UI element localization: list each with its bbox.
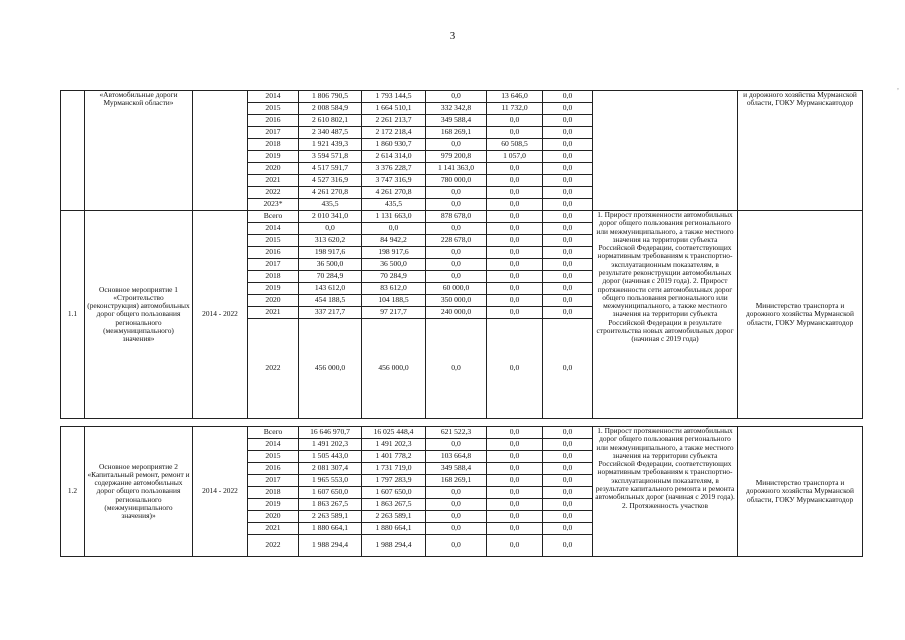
regional-budget-cell: 1 988 294,4 [362,535,426,557]
other-sources-cell: 0,0 [543,139,593,151]
year-cell: 2020 [248,163,299,175]
total-cell: 36 500,0 [299,259,362,271]
total-cell: 1 806 790,5 [299,91,362,103]
year-cell: 2022 [248,535,299,557]
regional-budget-cell: 97 217,7 [362,307,426,319]
year-cell: 2014 [248,91,299,103]
regional-budget-cell: 2 172 218,4 [362,127,426,139]
year-cell: 2015 [248,235,299,247]
federal-budget-cell: 0,0 [426,439,487,451]
federal-budget-cell: 228 678,0 [426,235,487,247]
regional-budget-cell: 3 747 316,9 [362,175,426,187]
local-budget-cell: 0,0 [487,535,543,557]
result-indicator-cell: 1. Прирост протяженности автомобильных дорог общего пользования регионального или межмуниципального, а также местного значения на территории субъекта Российской Федерации, соответствующих нормативным требованиям к транспортно-эксплуатационным показателям, в результате реконструкции автомобильных дорог (начиная с 2019 года). 2. Прирост протяженности сети автомобильных дорог общего пользования регионального или межмуниципального, а также местного значения на территории субъекта Российской Федерации в результате строительства новых автомобильных дорог (начиная с 2019 года) [593,211,738,419]
other-sources-cell: 0,0 [543,127,593,139]
federal-budget-cell: 0,0 [426,535,487,557]
year-cell: 2017 [248,475,299,487]
local-budget-cell: 0,0 [487,487,543,499]
local-budget-cell: 0,0 [487,463,543,475]
federal-budget-cell: 780 000,0 [426,175,487,187]
executor-cell: и дорожного хозяйства Мурманской области, ГОКУ Мурманскавтодор [738,91,863,211]
section-spacer [61,419,863,427]
federal-budget-cell: 0,0 [426,487,487,499]
year-cell: 2015 [248,451,299,463]
year-cell: 2017 [248,127,299,139]
year-cell: 2014 [248,223,299,235]
federal-budget-cell: 350 000,0 [426,295,487,307]
local-budget-cell: 0,0 [487,523,543,535]
total-cell: 1 880 664,1 [299,523,362,535]
table-row [61,91,863,103]
total-cell: 16 646 970,7 [299,427,362,439]
federal-budget-cell: 0,0 [426,499,487,511]
other-sources-cell: 0,0 [543,319,593,419]
year-cell: 2014 [248,439,299,451]
regional-budget-cell: 16 025 448,4 [362,427,426,439]
regional-budget-cell: 70 284,9 [362,271,426,283]
period-cell [193,91,248,211]
other-sources-cell: 0,0 [543,151,593,163]
total-cell: 1 965 553,0 [299,475,362,487]
budget-table [60,90,863,557]
year-cell: 2023* [248,199,299,211]
other-sources-cell: 0,0 [543,487,593,499]
year-cell: 2018 [248,271,299,283]
other-sources-cell: 0,0 [543,91,593,103]
regional-budget-cell: 1 401 778,2 [362,451,426,463]
period-cell: 2014 - 2022 [193,211,248,419]
year-cell: 2019 [248,499,299,511]
regional-budget-cell: 1 607 650,0 [362,487,426,499]
local-budget-cell: 0,0 [487,427,543,439]
total-cell: 4 527 316,9 [299,175,362,187]
federal-budget-cell: 0,0 [426,259,487,271]
regional-budget-cell: 1 664 510,1 [362,103,426,115]
row-index-cell: 1.2 [61,427,85,557]
total-cell: 1 863 267,5 [299,499,362,511]
local-budget-cell: 11 732,0 [487,103,543,115]
other-sources-cell: 0,0 [543,307,593,319]
local-budget-cell: 0,0 [487,163,543,175]
regional-budget-cell: 3 376 228,7 [362,163,426,175]
table-row [61,211,863,223]
other-sources-cell: 0,0 [543,427,593,439]
federal-budget-cell: 878 678,0 [426,211,487,223]
total-cell: 4 261 270,8 [299,187,362,199]
result-indicator-cell [593,91,738,211]
federal-budget-cell: 240 000,0 [426,307,487,319]
year-cell: 2022 [248,187,299,199]
other-sources-cell: 0,0 [543,451,593,463]
local-budget-cell: 0,0 [487,247,543,259]
total-cell: 2 340 487,5 [299,127,362,139]
row-index-cell [61,91,85,211]
federal-budget-cell: 0,0 [426,511,487,523]
total-cell: 3 594 571,8 [299,151,362,163]
spacer-cell [61,419,863,427]
federal-budget-cell: 621 522,3 [426,427,487,439]
total-cell: 2 008 584,9 [299,103,362,115]
local-budget-cell: 0,0 [487,511,543,523]
measure-name-cell: «Автомобильные дороги Мурманской области» [85,91,193,211]
total-cell: 1 491 202,3 [299,439,362,451]
local-budget-cell: 0,0 [487,187,543,199]
regional-budget-cell: 0,0 [362,223,426,235]
year-cell: 2016 [248,463,299,475]
measure-name-cell: Основное мероприятие 1 «Строительство (реконструкция) автомобильных дорог общего пользования регионального (межмуниципального) значения» [85,211,193,419]
federal-budget-cell: 168 269,1 [426,475,487,487]
total-cell: 1 988 294,4 [299,535,362,557]
local-budget-cell: 0,0 [487,271,543,283]
federal-budget-cell: 60 000,0 [426,283,487,295]
regional-budget-cell: 4 261 270,8 [362,187,426,199]
regional-budget-cell: 456 000,0 [362,319,426,419]
year-cell: 2022 [248,319,299,419]
total-cell: 2 610 802,1 [299,115,362,127]
local-budget-cell: 0,0 [487,439,543,451]
executor-cell: Министерство транспорта и дорожного хозяйства Мурманской области, ГОКУ Мурманскавтодор [738,427,863,557]
total-cell: 0,0 [299,223,362,235]
regional-budget-cell: 83 612,0 [362,283,426,295]
year-cell: Всего [248,427,299,439]
regional-budget-cell: 1 863 267,5 [362,499,426,511]
other-sources-cell: 0,0 [543,535,593,557]
local-budget-cell: 0,0 [487,223,543,235]
regional-budget-cell: 1 731 719,0 [362,463,426,475]
regional-budget-cell: 198 917,6 [362,247,426,259]
year-cell: 2017 [248,259,299,271]
year-cell: 2018 [248,487,299,499]
other-sources-cell: 0,0 [543,199,593,211]
other-sources-cell: 0,0 [543,439,593,451]
result-indicator-cell: 1. Прирост протяженности автомобильных дорог общего пользования регионального или межмуниципального, а также местного значения на территории субъекта Российской Федерации, соответствующих нормативным требованиям к транспортно-эксплуатационным показателям, в результате капитального ремонта и ремонта автомобильных дорог (начиная с 2019 года). 2. Протяженность участков [593,427,738,557]
total-cell: 435,5 [299,199,362,211]
local-budget-cell: 0,0 [487,319,543,419]
federal-budget-cell: 0,0 [426,223,487,235]
federal-budget-cell: 0,0 [426,319,487,419]
regional-budget-cell: 1 131 663,0 [362,211,426,223]
federal-budget-cell: 349 588,4 [426,115,487,127]
local-budget-cell: 0,0 [487,175,543,187]
other-sources-cell: 0,0 [543,523,593,535]
page-number: 3 [449,30,456,42]
federal-budget-cell: 0,0 [426,187,487,199]
regional-budget-cell: 2 261 213,7 [362,115,426,127]
year-cell: 2020 [248,511,299,523]
regional-budget-cell: 1 880 664,1 [362,523,426,535]
federal-budget-cell: 0,0 [426,91,487,103]
year-cell: 2019 [248,151,299,163]
total-cell: 2 263 589,1 [299,511,362,523]
federal-budget-cell: 979 200,8 [426,151,487,163]
local-budget-cell: 0,0 [487,451,543,463]
year-cell: 2016 [248,115,299,127]
federal-budget-cell: 332 342,8 [426,103,487,115]
total-cell: 456 000,0 [299,319,362,419]
federal-budget-cell: 103 664,8 [426,451,487,463]
year-cell: 2021 [248,307,299,319]
row-index-cell: 1.1 [61,211,85,419]
other-sources-cell: 0,0 [543,463,593,475]
executor-cell: Министерство транспорта и дорожного хозяйства Мурманской области, ГОКУ Мурманскавтодор [738,211,863,419]
total-cell: 4 517 591,7 [299,163,362,175]
other-sources-cell: 0,0 [543,475,593,487]
federal-budget-cell: 0,0 [426,247,487,259]
other-sources-cell: 0,0 [543,211,593,223]
other-sources-cell: 0,0 [543,163,593,175]
period-cell: 2014 - 2022 [193,427,248,557]
total-cell: 337 217,7 [299,307,362,319]
table-row [61,427,863,439]
year-cell: 2019 [248,283,299,295]
total-cell: 198 917,6 [299,247,362,259]
total-cell: 1 921 439,3 [299,139,362,151]
regional-budget-cell: 2 263 589,1 [362,511,426,523]
total-cell: 454 188,5 [299,295,362,307]
local-budget-cell: 0,0 [487,283,543,295]
regional-budget-cell: 1 793 144,5 [362,91,426,103]
local-budget-cell: 0,0 [487,259,543,271]
local-budget-cell: 13 646,0 [487,91,543,103]
year-cell: 2015 [248,103,299,115]
other-sources-cell: 0,0 [543,511,593,523]
other-sources-cell: 0,0 [543,115,593,127]
year-cell: Всего [248,211,299,223]
regional-budget-cell: 1 797 283,9 [362,475,426,487]
scan-mark: , [897,82,899,91]
federal-budget-cell: 0,0 [426,523,487,535]
measure-name-cell: Основное мероприятие 2 «Капитальный ремонт, ремонт и содержание автомобильных дорог общего пользования регионального (межмуниципального значения)» [85,427,193,557]
other-sources-cell: 0,0 [543,247,593,259]
local-budget-cell: 0,0 [487,499,543,511]
federal-budget-cell: 0,0 [426,199,487,211]
local-budget-cell: 0,0 [487,199,543,211]
total-cell: 70 284,9 [299,271,362,283]
local-budget-cell: 0,0 [487,211,543,223]
federal-budget-cell: 0,0 [426,139,487,151]
year-cell: 2016 [248,247,299,259]
local-budget-cell: 0,0 [487,235,543,247]
total-cell: 2 081 307,4 [299,463,362,475]
other-sources-cell: 0,0 [543,187,593,199]
total-cell: 143 612,0 [299,283,362,295]
year-cell: 2020 [248,295,299,307]
local-budget-cell: 60 508,5 [487,139,543,151]
total-cell: 1 607 650,0 [299,487,362,499]
local-budget-cell: 0,0 [487,127,543,139]
other-sources-cell: 0,0 [543,223,593,235]
local-budget-cell: 1 057,0 [487,151,543,163]
total-cell: 2 010 341,0 [299,211,362,223]
local-budget-cell: 0,0 [487,475,543,487]
federal-budget-cell: 1 141 363,0 [426,163,487,175]
year-cell: 2021 [248,523,299,535]
other-sources-cell: 0,0 [543,271,593,283]
total-cell: 1 505 443,0 [299,451,362,463]
regional-budget-cell: 1 860 930,7 [362,139,426,151]
regional-budget-cell: 84 942,2 [362,235,426,247]
other-sources-cell: 0,0 [543,259,593,271]
federal-budget-cell: 0,0 [426,271,487,283]
regional-budget-cell: 435,5 [362,199,426,211]
total-cell: 313 620,2 [299,235,362,247]
regional-budget-cell: 36 500,0 [362,259,426,271]
regional-budget-cell: 1 491 202,3 [362,439,426,451]
other-sources-cell: 0,0 [543,499,593,511]
local-budget-cell: 0,0 [487,307,543,319]
year-cell: 2021 [248,175,299,187]
local-budget-cell: 0,0 [487,295,543,307]
local-budget-cell: 0,0 [487,115,543,127]
federal-budget-cell: 349 588,4 [426,463,487,475]
federal-budget-cell: 168 269,1 [426,127,487,139]
other-sources-cell: 0,0 [543,103,593,115]
other-sources-cell: 0,0 [543,235,593,247]
regional-budget-cell: 104 188,5 [362,295,426,307]
other-sources-cell: 0,0 [543,175,593,187]
other-sources-cell: 0,0 [543,295,593,307]
year-cell: 2018 [248,139,299,151]
other-sources-cell: 0,0 [543,283,593,295]
regional-budget-cell: 2 614 314,0 [362,151,426,163]
